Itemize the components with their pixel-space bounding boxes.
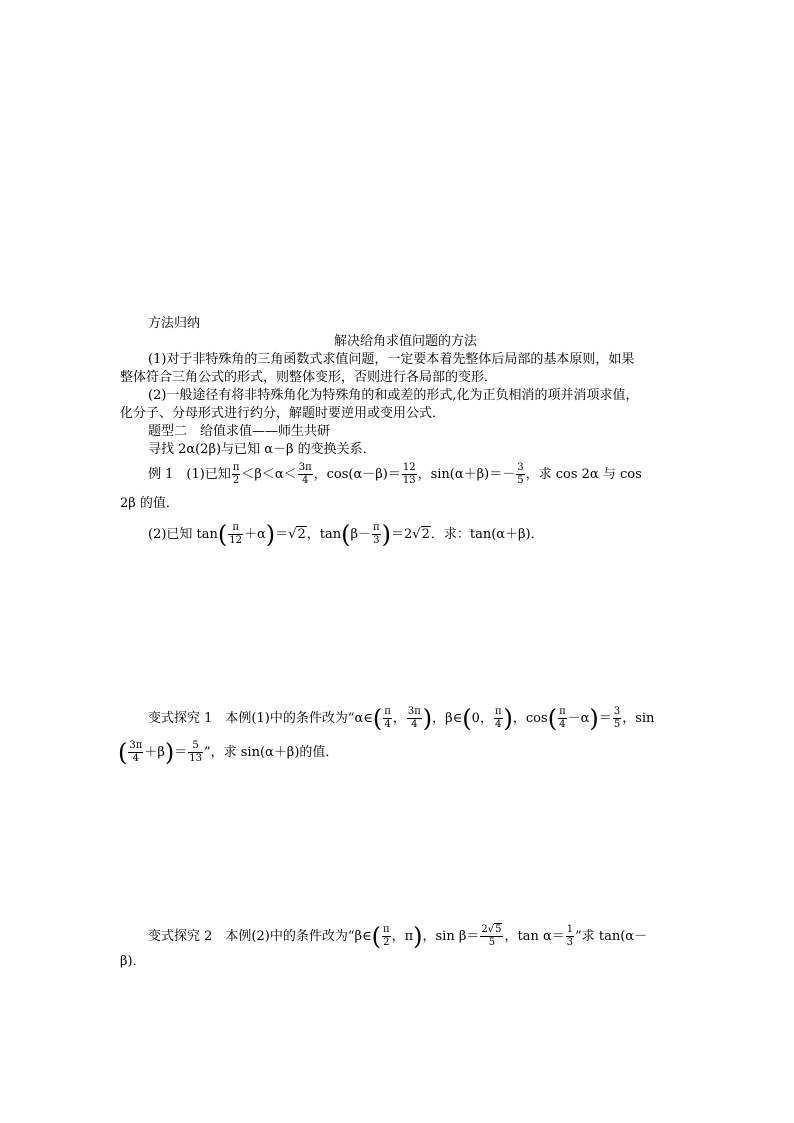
fraction — [372, 522, 381, 547]
var1-text-e: －α — [567, 711, 590, 726]
ex1-text-e: ，求 cos 2α 与 cos — [525, 467, 642, 482]
denominator: 4 — [559, 719, 566, 730]
left-paren: ( — [217, 520, 228, 549]
denominator: 4 — [301, 475, 309, 486]
var1-text-k: ”，求 sin(α＋β)的值． — [203, 745, 339, 760]
var1-text-b: ，β∈ — [432, 711, 463, 726]
fraction — [228, 522, 243, 547]
var1-text-h: ，sin — [622, 711, 655, 726]
radicand: 2 — [421, 527, 430, 542]
numerator: 3π — [407, 706, 421, 717]
numerator: π — [559, 706, 566, 717]
right-paren: ) — [164, 738, 175, 767]
fraction — [128, 740, 143, 765]
right-paren: ) — [413, 922, 423, 951]
left-paren: ( — [118, 738, 128, 767]
transform-hint: 寻找 2α(2β)与已知 α－β 的变换关系． — [148, 442, 376, 457]
problem-type-title: 题型二 给值求值——师生共研 — [148, 424, 331, 439]
var1-comma: ， — [392, 711, 406, 726]
right-paren: ) — [503, 704, 513, 733]
ex2-text-b: ＋α — [244, 527, 266, 542]
denominator: 4 — [384, 719, 391, 730]
denominator: 5 — [517, 475, 524, 486]
denominator: 12 — [229, 535, 243, 546]
denominator: 13 — [402, 475, 416, 486]
ex1-text-c: ，cos(α－β)＝ — [313, 467, 401, 482]
fraction — [494, 706, 503, 731]
numerator: 1 — [566, 924, 574, 935]
coefficient: 2 — [481, 924, 488, 935]
variant-1-line-1 — [148, 706, 654, 731]
ex2-text-h: ．求：tan(α＋β)． — [430, 527, 544, 542]
sqrt-expression: √2 — [412, 527, 430, 542]
ex1-text-a: 例 1 (1)已知 — [148, 467, 231, 482]
fraction — [558, 706, 567, 731]
var1-text-i: ＋β — [144, 745, 165, 760]
left-paren: ( — [462, 704, 472, 733]
paragraph-1-line-1: (1)对于非特殊角的三角函数式求值问题，一定要本着先整体后局部的基本原则，如果 — [148, 352, 635, 367]
fraction — [613, 706, 621, 731]
denominator: 4 — [132, 753, 140, 764]
ex1-text-d: ，sin(α＋β)＝－ — [417, 467, 516, 482]
numerator — [480, 924, 503, 937]
fraction — [516, 462, 524, 487]
method-heading: 方法归纳 — [148, 316, 201, 331]
variant-2-line-2: β)． — [120, 954, 146, 969]
var1-text-d: ，cos — [512, 711, 548, 726]
method-subheading: 解决给角求值问题的方法 — [334, 334, 478, 349]
numerator: 3 — [517, 462, 524, 473]
right-paren: ) — [265, 520, 276, 549]
numerator: 12 — [402, 462, 416, 473]
example-1-part-2 — [148, 522, 544, 547]
radicand: 5 — [495, 924, 502, 935]
left-paren: ( — [341, 520, 351, 549]
fraction — [383, 706, 392, 731]
fraction — [407, 706, 422, 731]
var2-text-c: ，sin β＝ — [422, 929, 480, 944]
paragraph-2-line-2: 化分子、分母形式进行约分，解题时要逆用或变用公式． — [120, 406, 446, 421]
fraction — [382, 924, 391, 949]
paragraph-2-line-1: (2)一般途径有将非特殊角化为特殊角的和或差的形式,化为正负相消的项并消项求值， — [148, 388, 639, 403]
var2-text-e: ”求 tan(α－ — [575, 929, 648, 944]
denominator: 4 — [495, 719, 502, 730]
numerator: π — [228, 522, 243, 535]
var1-text-a: 变式探究 1 本例(1)中的条件改为“α∈ — [148, 711, 373, 726]
fraction — [566, 924, 574, 949]
var1-text-c: 0， — [471, 711, 493, 726]
example-1-part-1 — [148, 462, 642, 487]
ex1-text-b: ＜β＜α＜ — [241, 467, 297, 482]
var1-text-j: ＝ — [174, 745, 188, 760]
paragraph-1-line-2: 整体符合三角公式的形式，则整体变形，否则进行各局部的变形． — [120, 370, 498, 385]
sqrt-expression: √2 — [288, 527, 306, 542]
fraction — [402, 462, 417, 487]
fraction — [188, 740, 203, 765]
right-paren: ) — [422, 704, 433, 733]
sqrt-expression: √5 — [487, 924, 502, 935]
fraction — [298, 462, 313, 487]
var2-text-d: ，tan α＝ — [504, 929, 565, 944]
radicand: 2 — [297, 527, 306, 542]
ex2-text-d: ，tan — [306, 527, 342, 542]
example-1-part-1-line-2: 2β 的值． — [120, 496, 179, 511]
variant-2-line-1 — [148, 924, 647, 949]
right-paren: ) — [381, 520, 391, 549]
numerator: 3π — [298, 462, 312, 473]
numerator: 5 — [188, 740, 203, 753]
denominator: 2 — [383, 937, 390, 948]
denominator: 3 — [373, 535, 380, 546]
denominator: 13 — [189, 753, 202, 764]
var2-text-b: ，π — [391, 929, 414, 944]
ex2-text-g: ＝2 — [390, 527, 413, 542]
denominator: 2 — [232, 475, 240, 486]
numerator: π — [382, 924, 390, 935]
fraction — [480, 924, 503, 949]
var1-text-g: ＝ — [598, 711, 612, 726]
denominator: 5 — [613, 719, 621, 730]
numerator: π — [384, 706, 391, 717]
ex2-text-a: (2)已知 tan — [148, 527, 218, 542]
variant-1-line-2 — [118, 740, 338, 765]
numerator: π — [232, 462, 240, 473]
numerator: π — [373, 522, 380, 533]
left-paren: ( — [547, 704, 558, 733]
left-paren: ( — [372, 704, 383, 733]
numerator: π — [494, 706, 502, 717]
numerator: 3 — [613, 706, 621, 717]
right-paren: ) — [589, 704, 599, 733]
var2-text-a: 变式探究 2 本例(2)中的条件改为“β∈ — [148, 929, 372, 944]
left-paren: ( — [371, 922, 381, 951]
ex2-text-e: β－ — [350, 527, 372, 542]
denominator: 5 — [488, 937, 496, 948]
denominator: 4 — [411, 719, 418, 730]
fraction — [232, 462, 241, 487]
numerator: 3π — [129, 740, 143, 751]
denominator: 3 — [566, 937, 574, 948]
ex2-text-c: ＝ — [275, 527, 289, 542]
